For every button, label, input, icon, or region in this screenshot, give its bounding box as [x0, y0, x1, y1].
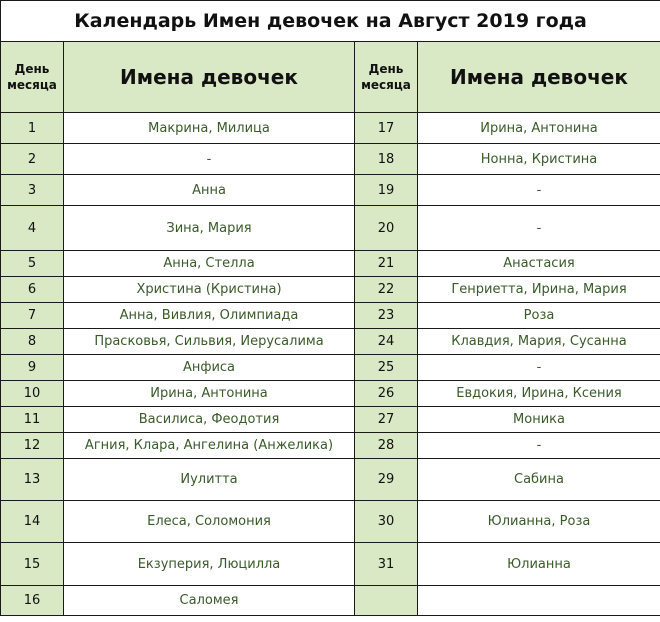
table-row: [1, 355, 660, 381]
header-names-right: Имена девочек: [418, 42, 660, 113]
names-cell-right: Ирина, Антонина: [418, 113, 660, 144]
day-cell-right: 18: [355, 144, 418, 175]
day-cell-right: 28: [355, 433, 418, 459]
names-cell-right: Клавдия, Мария, Сусанна: [418, 329, 660, 355]
table-title: Календарь Имен девочек на Август 2019 года: [1, 1, 660, 42]
day-cell-left: 14: [1, 501, 64, 543]
names-cell-left: Елеса, Соломония: [64, 501, 355, 543]
names-cell-left: Анна: [64, 175, 355, 206]
table-row: [1, 433, 660, 459]
day-cell-left: 1: [1, 113, 64, 144]
day-cell-right: 27: [355, 407, 418, 433]
names-cell-left: Зина, Мария: [64, 206, 355, 251]
table-row: [1, 329, 660, 355]
day-cell-left: 5: [1, 251, 64, 277]
names-cell-left: Макрина, Милица: [64, 113, 355, 144]
table-row: [1, 303, 660, 329]
names-cell-left: Екзуперия, Люцилла: [64, 543, 355, 586]
names-cell-left: Иулитта: [64, 459, 355, 501]
table-row: [1, 407, 660, 433]
names-cell-left: Прасковья, Сильвия, Иерусалима: [64, 329, 355, 355]
day-cell-left: 4: [1, 206, 64, 251]
names-cell-right: -: [418, 355, 660, 381]
table-row: [1, 543, 660, 586]
names-cell-right: -: [418, 175, 660, 206]
names-cell-right: Анастасия: [418, 251, 660, 277]
names-cell-right: -: [418, 433, 660, 459]
names-cell-left: Анна, Стелла: [64, 251, 355, 277]
day-cell-left: 2: [1, 144, 64, 175]
day-cell-right: 17: [355, 113, 418, 144]
table-row: [1, 144, 660, 175]
names-cell-right: Нонна, Кристина: [418, 144, 660, 175]
names-cell-left: -: [64, 144, 355, 175]
table-body: [1, 113, 660, 616]
table-row: [1, 206, 660, 251]
day-cell-left: 6: [1, 277, 64, 303]
header-day-line2: месяца: [7, 78, 57, 92]
day-cell-right: 29: [355, 459, 418, 501]
day-cell-left: 3: [1, 175, 64, 206]
names-cell-right: Юлианна, Роза: [418, 501, 660, 543]
day-cell-right: 24: [355, 329, 418, 355]
names-cell-left: Василиса, Феодотия: [64, 407, 355, 433]
day-cell-right: 23: [355, 303, 418, 329]
names-cell-left: Анфиса: [64, 355, 355, 381]
names-cell-right: Роза: [418, 303, 660, 329]
names-cell-right: -: [418, 206, 660, 251]
header-day-right: [355, 42, 418, 113]
day-cell-right: 25: [355, 355, 418, 381]
day-cell-right: 20: [355, 206, 418, 251]
day-cell-left: 7: [1, 303, 64, 329]
names-cell-left: Ирина, Антонина: [64, 381, 355, 407]
names-cell-left: Анна, Вивлия, Олимпиада: [64, 303, 355, 329]
header-row: [1, 42, 660, 113]
table-row: [1, 277, 660, 303]
header-day-left: [1, 42, 64, 113]
table-row: [1, 381, 660, 407]
names-cell-right: Евдокия, Ирина, Ксения: [418, 381, 660, 407]
title-row: [1, 1, 660, 42]
table-row: [1, 251, 660, 277]
names-cell-right: Сабина: [418, 459, 660, 501]
day-cell-right: 26: [355, 381, 418, 407]
header-day-line1: День: [14, 62, 50, 76]
day-cell-left: 12: [1, 433, 64, 459]
day-cell-left: 11: [1, 407, 64, 433]
day-cell-right: 22: [355, 277, 418, 303]
day-cell-right: 30: [355, 501, 418, 543]
day-cell-right: 19: [355, 175, 418, 206]
day-cell-left: 9: [1, 355, 64, 381]
day-cell-left: 16: [1, 586, 64, 616]
day-cell-right: 31: [355, 543, 418, 586]
day-cell-right: 21: [355, 251, 418, 277]
names-cell-left: Агния, Клара, Ангелина (Анжелика): [64, 433, 355, 459]
header-day-line2: месяца: [361, 78, 411, 92]
table-row: [1, 501, 660, 543]
header-names-left: Имена девочек: [64, 42, 355, 113]
names-cell-right: [418, 586, 660, 616]
day-cell-left: 10: [1, 381, 64, 407]
names-cell-left: Саломея: [64, 586, 355, 616]
day-cell-left: 8: [1, 329, 64, 355]
day-cell-left: 13: [1, 459, 64, 501]
day-cell-right: [355, 586, 418, 616]
names-cell-left: Христина (Кристина): [64, 277, 355, 303]
header-day-line1: День: [368, 62, 404, 76]
names-cell-right: Генриетта, Ирина, Мария: [418, 277, 660, 303]
table-row: [1, 113, 660, 144]
day-cell-left: 15: [1, 543, 64, 586]
names-cell-right: Моника: [418, 407, 660, 433]
table-row: [1, 175, 660, 206]
table-row: [1, 459, 660, 501]
names-cell-right: Юлианна: [418, 543, 660, 586]
table-row: [1, 586, 660, 616]
